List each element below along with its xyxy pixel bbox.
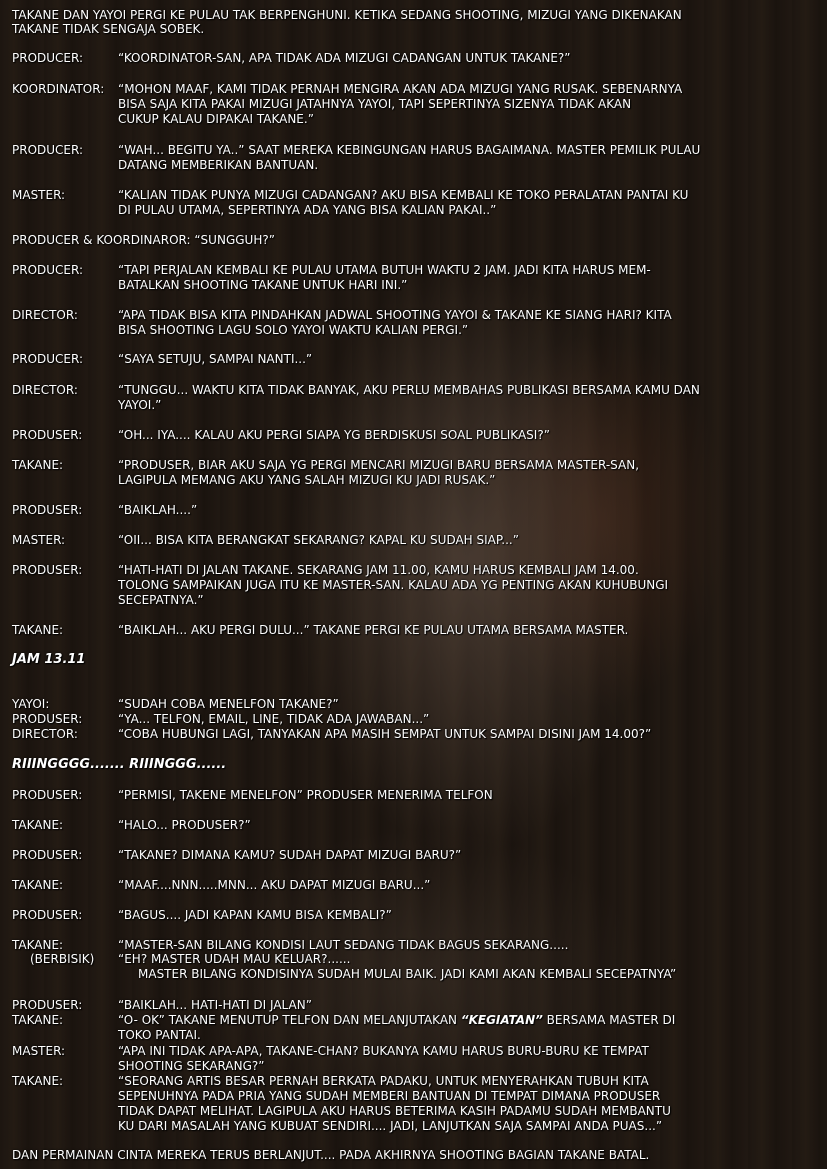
dialogue-line: “YA... TELFON, EMAIL, LINE, TIDAK ADA JAWABAN...” <box>118 712 430 726</box>
speaker: TAKANE: <box>12 1013 64 1027</box>
speaker: PRODUCER: <box>12 51 84 65</box>
speaker: TAKANE: <box>12 1074 64 1088</box>
dialogue-line: SHOOTING SEKARANG?” <box>118 1059 265 1073</box>
time-heading: JAM 13.11 <box>12 652 86 667</box>
dialogue-line: “PERMISI, TAKENE MENELFON” PRODUSER MENERIMA TELFON <box>118 788 493 802</box>
dialogue-line: “SAYA SETUJU, SAMPAI NANTI...” <box>118 352 313 366</box>
dialogue-line: BISA SHOOTING LAGU SOLO YAYOI WAKTU KALIAN PERGI.” <box>118 323 469 337</box>
outro-line: DAN PERMAINAN CINTA MEREKA TERUS BERLANJUT.... PADA AKHIRNYA SHOOTING BAGIAN TAKANE BATAL. <box>12 1148 650 1162</box>
dialogue-line: “SEORANG ARTIS BESAR PERNAH BERKATA PADAKU, UNTUK MENYERAHKAN TUBUH KITA <box>118 1074 649 1088</box>
dialogue-line: “BAIKLAH....” <box>118 503 198 517</box>
dialogue-line: “TUNGGU... WAKTU KITA TIDAK BANYAK, AKU PERLU MEMBAHAS PUBLIKASI BERSAMA KAMU DAN <box>118 383 700 397</box>
dialogue-line: TOKO PANTAI. <box>118 1028 201 1042</box>
speaker: TAKANE: <box>12 623 64 637</box>
dialogue-line: “BAIKLAH... AKU PERGI DULU...” TAKANE PERGI KE PULAU UTAMA BERSAMA MASTER. <box>118 623 629 637</box>
dialogue-line: “OH... IYA.... KALAU AKU PERGI SIAPA YG BERDISKUSI SOAL PUBLIKASI?” <box>118 428 550 442</box>
dialogue-line: “EH? MASTER UDAH MAU KELUAR?...... <box>118 952 351 966</box>
speaker: TAKANE: <box>12 878 64 892</box>
whisper-tag: (BERBISIK) <box>30 952 95 966</box>
dialogue-line: YAYOI.” <box>118 398 162 412</box>
dialogue-line: “OII... BISA KITA BERANGKAT SEKARANG? KAPAL KU SUDAH SIAP...” <box>118 533 519 547</box>
dialogue-line: BATALKAN SHOOTING TAKANE UNTUK HARI INI.” <box>118 278 408 292</box>
speaker: DIRECTOR: <box>12 383 78 397</box>
dialogue-line: “MAAF....NNN.....MNN... AKU DAPAT MIZUGI BARU...” <box>118 878 431 892</box>
dialogue-line: DI PULAU UTAMA, SEPERTINYA ADA YANG BISA KALIAN PAKAI..” <box>118 203 497 217</box>
dialogue-line: BISA SAJA KITA PAKAI MIZUGI JATAHNYA YAYOI, TAPI SEPERTINYA SIZENYA TIDAK AKAN <box>118 97 632 111</box>
ring-heading: RIIINGGGG....... RIIINGGG...... <box>12 757 227 772</box>
dialogue-line: TIDAK DAPAT MELIHAT. LAGIPULA AKU HARUS BETERIMA KASIH PADAMU SUDAH MEMBANTU <box>118 1104 671 1118</box>
intro-line-1: TAKANE DAN YAYOI PERGI KE PULAU TAK BERPENGHUNI. KETIKA SEDANG SHOOTING, MIZUGI YANG DIKENAKAN <box>12 8 682 22</box>
dialogue-segment: BERSAMA MASTER DI <box>542 1013 676 1027</box>
dialogue-line: “SUDAH COBA MENELFON TAKANE?” <box>118 697 339 711</box>
speaker: PRODUCER: <box>12 143 84 157</box>
speaker: PRODUCER & KOORDINAROR: “SUNGGUH?” <box>12 233 275 247</box>
dialogue-line: MASTER BILANG KONDISINYA SUDAH MULAI BAIK. JADI KAMI AKAN KEMBALI SECEPATNYA” <box>138 967 677 981</box>
dialogue-line: “APA INI TIDAK APA-APA, TAKANE-CHAN? BUKANYA KAMU HARUS BURU-BURU KE TEMPAT <box>118 1044 649 1058</box>
dialogue-line: DATANG MEMBERIKAN BANTUAN. <box>118 158 319 172</box>
dialogue-line: “KALIAN TIDAK PUNYA MIZUGI CADANGAN? AKU BISA KEMBALI KE TOKO PERALATAN PANTAI KU <box>118 188 689 202</box>
speaker: PRODUSER: <box>12 428 83 442</box>
speaker: MASTER: <box>12 188 66 202</box>
intro-line-2: TAKANE TIDAK SENGAJA SOBEK. <box>12 22 205 36</box>
speaker: YAYOI: <box>12 697 50 711</box>
dialogue-line: CUKUP KALAU DIPAKAI TAKANE.” <box>118 112 314 126</box>
dialogue-line: LAGIPULA MEMANG AKU YANG SALAH MIZUGI KU JADI RUSAK.” <box>118 473 496 487</box>
speaker: PRODUSER: <box>12 848 83 862</box>
dialogue-line: “MOHON MAAF, KAMI TIDAK PERNAH MENGIRA AKAN ADA MIZUGI YANG RUSAK. SEBENARNYA <box>118 82 683 96</box>
speaker: KOORDINATOR: <box>12 82 105 96</box>
speaker: PRODUCER: <box>12 352 84 366</box>
dialogue-line: KU DARI MASALAH YANG KUBUAT SENDIRI.... JADI, LANJUTKAN SAJA SAMPAI ANDA PUAS...” <box>118 1119 663 1133</box>
speaker: TAKANE: <box>12 818 64 832</box>
emphasis-text: “KEGIATAN” <box>460 1013 543 1027</box>
dialogue-segment: “O- OK” TAKANE MENUTUP TELFON DAN MELANJUTAKAN <box>118 1013 461 1027</box>
dialogue-line: “HATI-HATI DI JALAN TAKANE. SEKARANG JAM 11.00, KAMU HARUS KEMBALI JAM 14.00. <box>118 563 639 577</box>
dialogue-line: “WAH... BEGITU YA..” SAAT MEREKA KEBINGUNGAN HARUS BAGAIMANA. MASTER PEMILIK PULAU <box>118 143 701 157</box>
speaker: MASTER: <box>12 533 66 547</box>
speaker: PRODUSER: <box>12 712 83 726</box>
dialogue-line: “TAKANE? DIMANA KAMU? SUDAH DAPAT MIZUGI BARU?” <box>118 848 462 862</box>
speaker: PRODUSER: <box>12 998 83 1012</box>
dialogue-line: “TAPI PERJALAN KEMBALI KE PULAU UTAMA BUTUH WAKTU 2 JAM. JADI KITA HARUS MEM- <box>118 263 651 277</box>
dialogue-line: “BAGUS.... JADI KAPAN KAMU BISA KEMBALI?” <box>118 908 392 922</box>
dialogue-line: SEPENUHNYA PADA PRIA YANG SUDAH MEMBERI BANTUAN DI TEMPAT DIMANA PRODUSER <box>118 1089 661 1103</box>
speaker: DIRECTOR: <box>12 308 78 322</box>
dialogue-line: “PRODUSER, BIAR AKU SAJA YG PERGI MENCARI MIZUGI BARU BERSAMA MASTER-SAN, <box>118 458 640 472</box>
dialogue-line: “BAIKLAH... HATI-HATI DI JALAN” <box>118 998 312 1012</box>
speaker: MASTER: <box>12 1044 66 1058</box>
dialogue-line: “KOORDINATOR-SAN, APA TIDAK ADA MIZUGI CADANGAN UNTUK TAKANE?” <box>118 51 571 65</box>
dialogue-line: “APA TIDAK BISA KITA PINDAHKAN JADWAL SHOOTING YAYOI & TAKANE KE SIANG HARI? KITA <box>118 308 672 322</box>
speaker: TAKANE: <box>12 938 64 952</box>
dialogue-line: “COBA HUBUNGI LAGI, TANYAKAN APA MASIH SEMPAT UNTUK SAMPAI DISINI JAM 14.00?” <box>118 727 652 741</box>
dialogue-line: “HALO... PRODUSER?” <box>118 818 251 832</box>
speaker: DIRECTOR: <box>12 727 78 741</box>
dialogue-line: SECEPATNYA.” <box>118 593 204 607</box>
speaker: PRODUSER: <box>12 503 83 517</box>
speaker: PRODUSER: <box>12 563 83 577</box>
speaker: PRODUSER: <box>12 908 83 922</box>
dialogue-line: “MASTER-SAN BILANG KONDISI LAUT SEDANG TIDAK BAGUS SEKARANG..... <box>118 938 569 952</box>
dialogue-line <box>118 1013 675 1028</box>
dialogue-line: TOLONG SAMPAIKAN JUGA ITU KE MASTER-SAN. KALAU ADA YG PENTING AKAN KUHUBUNGI <box>118 578 669 592</box>
speaker: TAKANE: <box>12 458 64 472</box>
speaker: PRODUCER: <box>12 263 84 277</box>
speaker: PRODUSER: <box>12 788 83 802</box>
